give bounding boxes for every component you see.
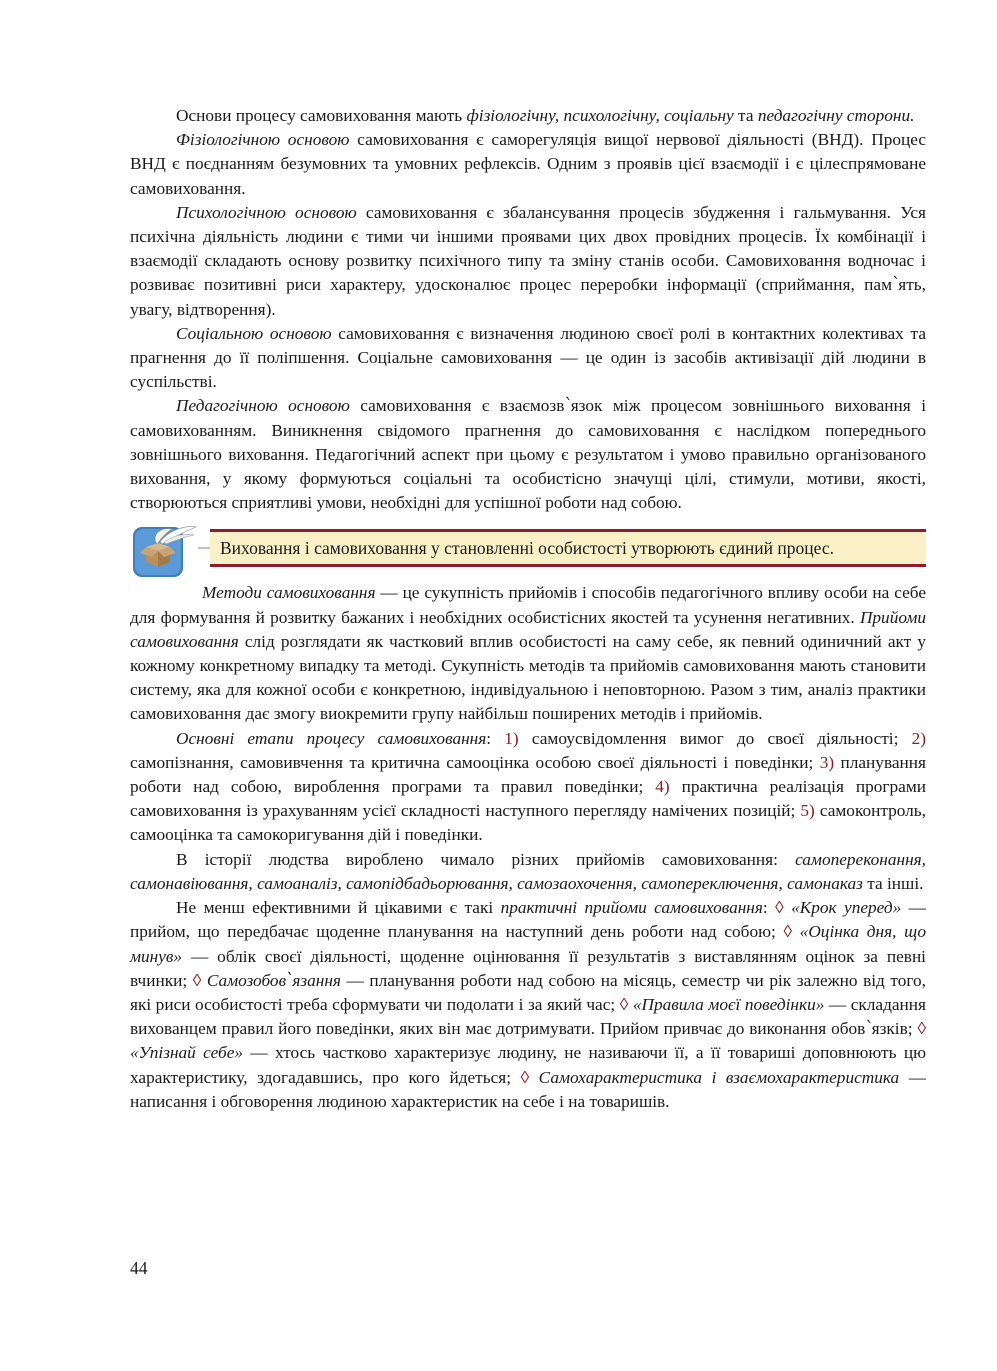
paragraph-social: Соціальною основою самовиховання є визначення людиною своєї ролі в контактних колективах та прагнення до її поліпшення. Соціальне самовиховання — це один із засобів активізації дій людини в суспільстві. bbox=[130, 323, 926, 392]
paragraph-techniques: В історії людства вироблено чимало різних прийомів самовиховання: самопереконання, самонавіювання, самоаналіз, самопідбадьорювання, самозаохочення, самопереключення, самонаказ та інші. bbox=[130, 849, 926, 893]
paragraph-stages: Основні етапи процесу самовиховання: 1) самоусвідомлення вимог до своєї діяльності; 2) самопізнання, самовивчення та критична самооцінка особою своєї діяльності і поведінки; 3) планування роботи над собою, вироблення програми та правил поведінки; 4) практична реалізація програми самовиховання із урахуванням усієї складності наступного перегляду намічених позицій; 5) самоконтроль, самооцінка та самокоригування дій і поведінки. bbox=[130, 728, 926, 845]
paragraph-practical-techniques: Не менш ефективними й цікавими є такі практичні прийоми самовиховання: ◊ «Крок уперед» — прийом, що передбачає щоденне планування на наступний день роботи над собою; ◊ «Оцінка дня, що минув» — облік своєї діяльності, щоденне оцінювання її результатів з виставлянням оцінок за певні вчинки; ◊ Самозобов՝язання — планування роботи над собою на місяць, семестр чи рік залежно від того, які риси особистості треба сформувати чи подолати і за який час; ◊ «Правила моєї поведінки» — складання вихованцем правил його поведінки, яких він має дотримувати. Прийом привчає до виконання обов՝язків; ◊ «Упізнай себе» — хтось частково характеризує людину, не називаючи її, а її товариші доповнюють цю характеристику, здогадавшись, про кого йдеться; ◊ Самохарактеристика і взаємохарактеристика — написання і обговорення людиною характеристик на себе і на товаришів. bbox=[130, 898, 927, 1111]
paragraph-intro: Основи процесу самовиховання мають фізіологічну, психологічну, соціальну та педагогічну сторони. bbox=[176, 106, 915, 125]
paragraph-pedagogical: Педагогічною основою самовиховання є взаємозв՝язок між процесом зовнішнього виховання і самовихованням. Виникнення свідомого прагнення до самовиховання є наслідком попереднього зовнішнього виховання. Педагогічний аспект при цьому є результатом і умово правильно організованого виховання, у якому формуються соціальні та особистісно значущі цілі, стимули, мотиви, якості, створюються сприятливі умови, необхідні для успішної роботи над собою. bbox=[130, 396, 926, 513]
open-box-with-wings-icon bbox=[132, 523, 198, 577]
paragraph-methods: Методи самовиховання — це сукупність прийомів і способів педагогічного впливу особи на себе для формування й розвитку бажаних і необхідних особистісних якостей та усунення негативних. Прийоми самовиховання слід розглядати як частковий вплив особистості на саму себе, як певний одиничний акт у кожному конкретному випадку та методі. Сукупність методів та прийомів самовиховання мають становити систему, яка для кожної особи є конкретною, індивідуальною і неповторною. Разом з тим, аналіз практики самовиховання дає змогу виокремити групу найбільш поширених методів і прийомів. bbox=[130, 583, 926, 724]
key-idea-callout bbox=[130, 521, 926, 577]
page-number: 44 bbox=[130, 1258, 148, 1278]
page-body bbox=[130, 104, 926, 1114]
callout-text: Виховання і самовиховання у становленні особистості утворюють єдиний процес. bbox=[220, 538, 834, 559]
callout-banner bbox=[210, 529, 926, 567]
paragraph-physiological: Фізіологічною основою самовиховання є саморегуляція вищої нервової діяльності (ВНД). Процес ВНД є поєднанням безумовних та умовних рефлексів. Одним з проявів цієї взаємодії і є цілеспрямоване самовиховання. bbox=[130, 130, 926, 198]
paragraph-psychological: Психологічною основою самовиховання є збалансування процесів збудження і гальмування. Уся психічна діяльність людини є тими чи іншими проявами цих двох провідних процесів. Їх комбінації і взаємодії складають основу розвитку психічного типу та зміну станів особи. Самовиховання водночас і розвиває позитивні риси характеру, удосконалює процес переробки інформації (сприймання, пам՝ять, увагу, відтворення). bbox=[130, 202, 926, 319]
